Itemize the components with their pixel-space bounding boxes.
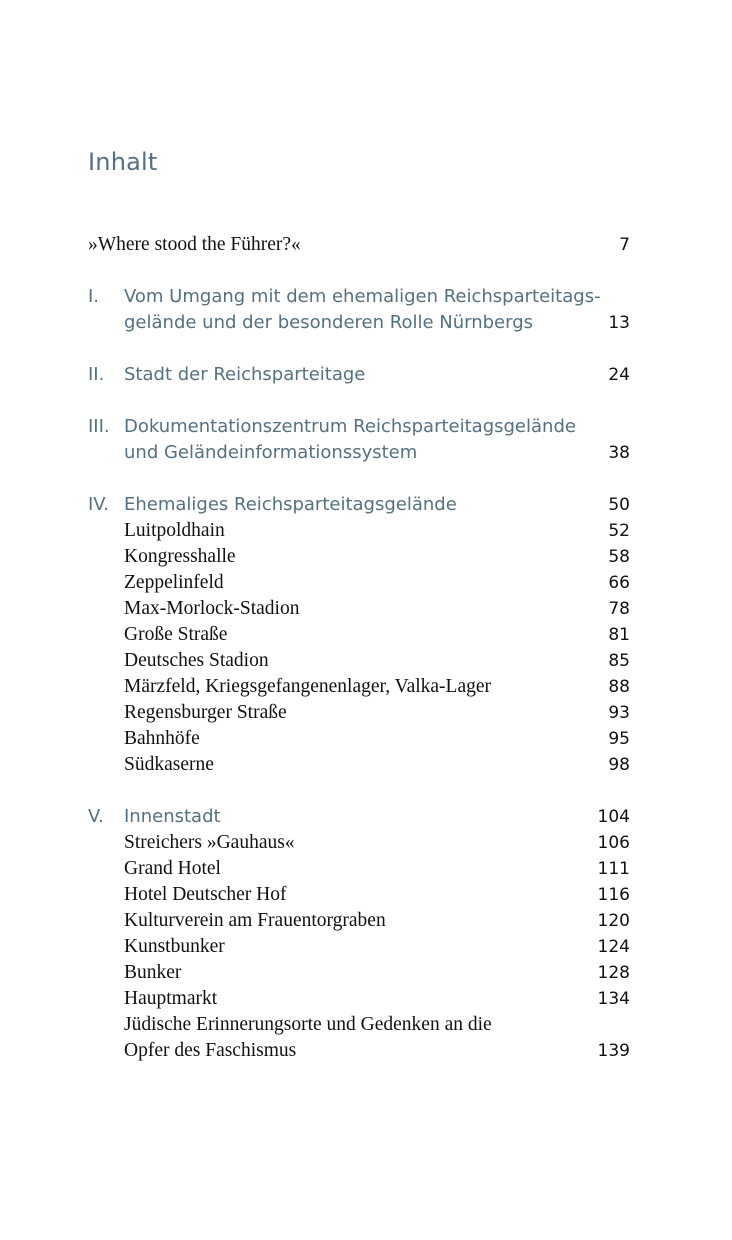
entry-title-line: Hauptmarkt [124,988,218,1009]
toc-subsection-entry[interactable] [88,596,630,622]
entry-title-line: Stadt der Reichsparteitage [124,364,366,385]
entry-title-line: gelände und der besonderen Rolle Nürnbergs [124,312,534,333]
page-number: 124 [597,937,630,957]
section-spacer [88,388,630,414]
entry-title-line: Luitpoldhain [124,520,225,541]
page-number: 58 [608,547,630,567]
entry-title-line: Grand Hotel [124,858,221,879]
section-spacer [88,778,630,804]
page-number: 134 [597,989,630,1009]
entry-title-line: Streichers »Gauhaus« [124,832,295,853]
entry-title-line: Südkaserne [124,754,214,775]
page-number: 120 [597,911,630,931]
entry-title-line: Hotel Deutscher Hof [124,884,287,905]
page-number: 78 [608,599,630,619]
entry-title-line: Regensburger Straße [124,702,287,723]
page-number: 24 [608,365,630,385]
page-number: 38 [608,443,630,463]
page-title: Inhalt [88,148,158,176]
toc-chapter-entry[interactable] [88,414,630,466]
chapter-number: IV. [88,494,110,515]
page-number: 95 [608,729,630,749]
toc-chapter-entry[interactable] [88,492,630,518]
table-of-contents [88,232,630,1064]
entry-title-line: Große Straße [124,624,228,645]
section-spacer [88,258,630,284]
toc-chapter-entry[interactable] [88,284,630,336]
entry-title-line: Kulturverein am Frauentorgraben [124,910,386,931]
toc-intro-entry[interactable] [88,232,630,258]
page-number: 52 [608,521,630,541]
entry-title-line: Kongresshalle [124,546,236,567]
page-number: 104 [597,807,630,827]
chapter-number: V. [88,806,104,827]
toc-chapter-entry[interactable] [88,362,630,388]
page-number: 93 [608,703,630,723]
toc-subsection-entry[interactable] [88,960,630,986]
page-number: 128 [597,963,630,983]
page-number: 88 [608,677,630,697]
entry-title-line: Max-Morlock-Stadion [124,598,300,619]
entry-title-line: »Where stood the Führer?« [88,234,301,255]
page-number: 66 [608,573,630,593]
entry-title-line: Bahnhöfe [124,728,200,749]
toc-subsection-entry[interactable] [88,518,630,544]
entry-title-line: Vom Umgang mit dem ehemaligen Reichsparteitags- [124,286,601,307]
entry-title-line: Ehemaliges Reichsparteitagsgelände [124,494,457,515]
toc-subsection-entry[interactable] [88,1012,630,1064]
toc-subsection-entry[interactable] [88,544,630,570]
toc-subsection-entry[interactable] [88,700,630,726]
entry-title-line: Innenstadt [124,806,221,827]
toc-subsection-entry[interactable] [88,752,630,778]
toc-subsection-entry[interactable] [88,570,630,596]
page-number: 81 [608,625,630,645]
toc-subsection-entry[interactable] [88,908,630,934]
entry-title-line: Zeppelinfeld [124,572,224,593]
toc-subsection-entry[interactable] [88,856,630,882]
toc-subsection-entry[interactable] [88,830,630,856]
entry-title-line: Jüdische Erinnerungsorte und Gedenken an die [124,1014,492,1035]
page-number: 85 [608,651,630,671]
toc-subsection-entry[interactable] [88,726,630,752]
page-number: 111 [597,859,630,879]
chapter-number: I. [88,286,100,307]
page-number: 98 [608,755,630,775]
entry-title-line: Kunstbunker [124,936,225,957]
toc-subsection-entry[interactable] [88,934,630,960]
page-number: 50 [608,495,630,515]
toc-chapter-entry[interactable] [88,804,630,830]
page-number: 106 [597,833,630,853]
toc-subsection-entry[interactable] [88,882,630,908]
page-number: 13 [608,313,630,333]
chapter-number: II. [88,364,105,385]
section-spacer [88,336,630,362]
chapter-number: III. [88,416,110,437]
toc-subsection-entry[interactable] [88,648,630,674]
entry-title-line: Deutsches Stadion [124,650,269,671]
entry-title-line: und Geländeinformationssystem [124,442,418,463]
section-spacer [88,466,630,492]
toc-subsection-entry[interactable] [88,622,630,648]
page-number: 139 [597,1041,630,1061]
entry-title-line: Märzfeld, Kriegsgefangenenlager, Valka-Lager [124,676,492,697]
toc-subsection-entry[interactable] [88,674,630,700]
entry-title-line: Dokumentationszentrum Reichsparteitagsgelände [124,416,576,437]
page-number: 116 [597,885,630,905]
toc-subsection-entry[interactable] [88,986,630,1012]
entry-title-line: Bunker [124,962,182,983]
page-number: 7 [619,235,630,255]
entry-title-line: Opfer des Faschismus [124,1040,297,1061]
